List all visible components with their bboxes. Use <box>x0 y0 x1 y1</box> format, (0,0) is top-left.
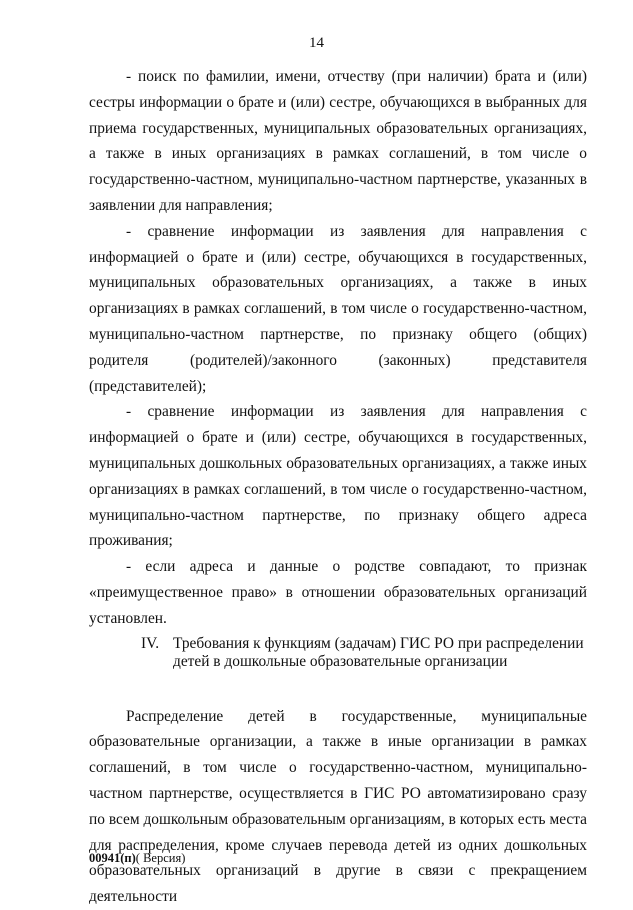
section-heading <box>89 635 587 672</box>
document-version: ( Версия) <box>135 851 186 865</box>
document-body <box>89 64 587 910</box>
document-code: 00941(п) <box>89 851 136 865</box>
list-item-compare-by-parent: - сравнение информации из заявления для направления с информацией о брате и (или) сестре, обучающихся в государственных, муниципальных образовательных организациях, а также в иных организациях в рамках соглашений, в том числе о государственно-частном, муниципально-частном партнерстве, по признаку общего (общих) родителя (родителей)/законного (законных) представителя (представителей); <box>89 222 587 395</box>
list-item-search-by-name: - поиск по фамилии, имени, отчеству (при наличии) брата и (или) сестры информации о брате и (или) сестре, обучающихся в выбранных для приема государственных, муниципальных образовательных организациях, а также в иных организациях в рамках соглашений, в том числе о государственно-частном, муниципально-частном партнерстве, указанных в заявлении для направления; <box>89 68 587 214</box>
list-item-priority-right: - если адреса и данные о родстве совпадают, то признак «преимущественное право» в отношении образовательных организаций установлен. <box>89 558 587 627</box>
footer <box>89 851 185 866</box>
distribution-paragraph: Распределение детей в государственные, муниципальные образовательные организации, а также в иные организации в рамках соглашений, в том числе о государственно-частном, муниципально-частном партнерстве, осуществляется в ГИС РО автоматизировано сразу по всем дошкольным образовательным организациям, в которых есть места для распределения, кроме случаев перевода детей из одних дошкольных образовательных организаций в другие в связи с прекращением деятельности <box>89 707 587 906</box>
section-title: Требования к функциям (задачам) ГИС РО при распределении детей в дошкольные образовательные организации <box>173 634 584 671</box>
section-number: IV. <box>141 634 160 652</box>
section-spacer <box>89 672 587 704</box>
page-number: 14 <box>309 35 324 51</box>
list-item-compare-by-address: - сравнение информации из заявления для направления с информацией о брате и (или) сестре, обучающихся в государственных, муниципальных дошкольных образовательных организациях, а также иных организациях в рамках соглашений, в том числе о государственно-частном, муниципально-частном партнерстве, по признаку общего адреса проживания; <box>89 403 587 550</box>
